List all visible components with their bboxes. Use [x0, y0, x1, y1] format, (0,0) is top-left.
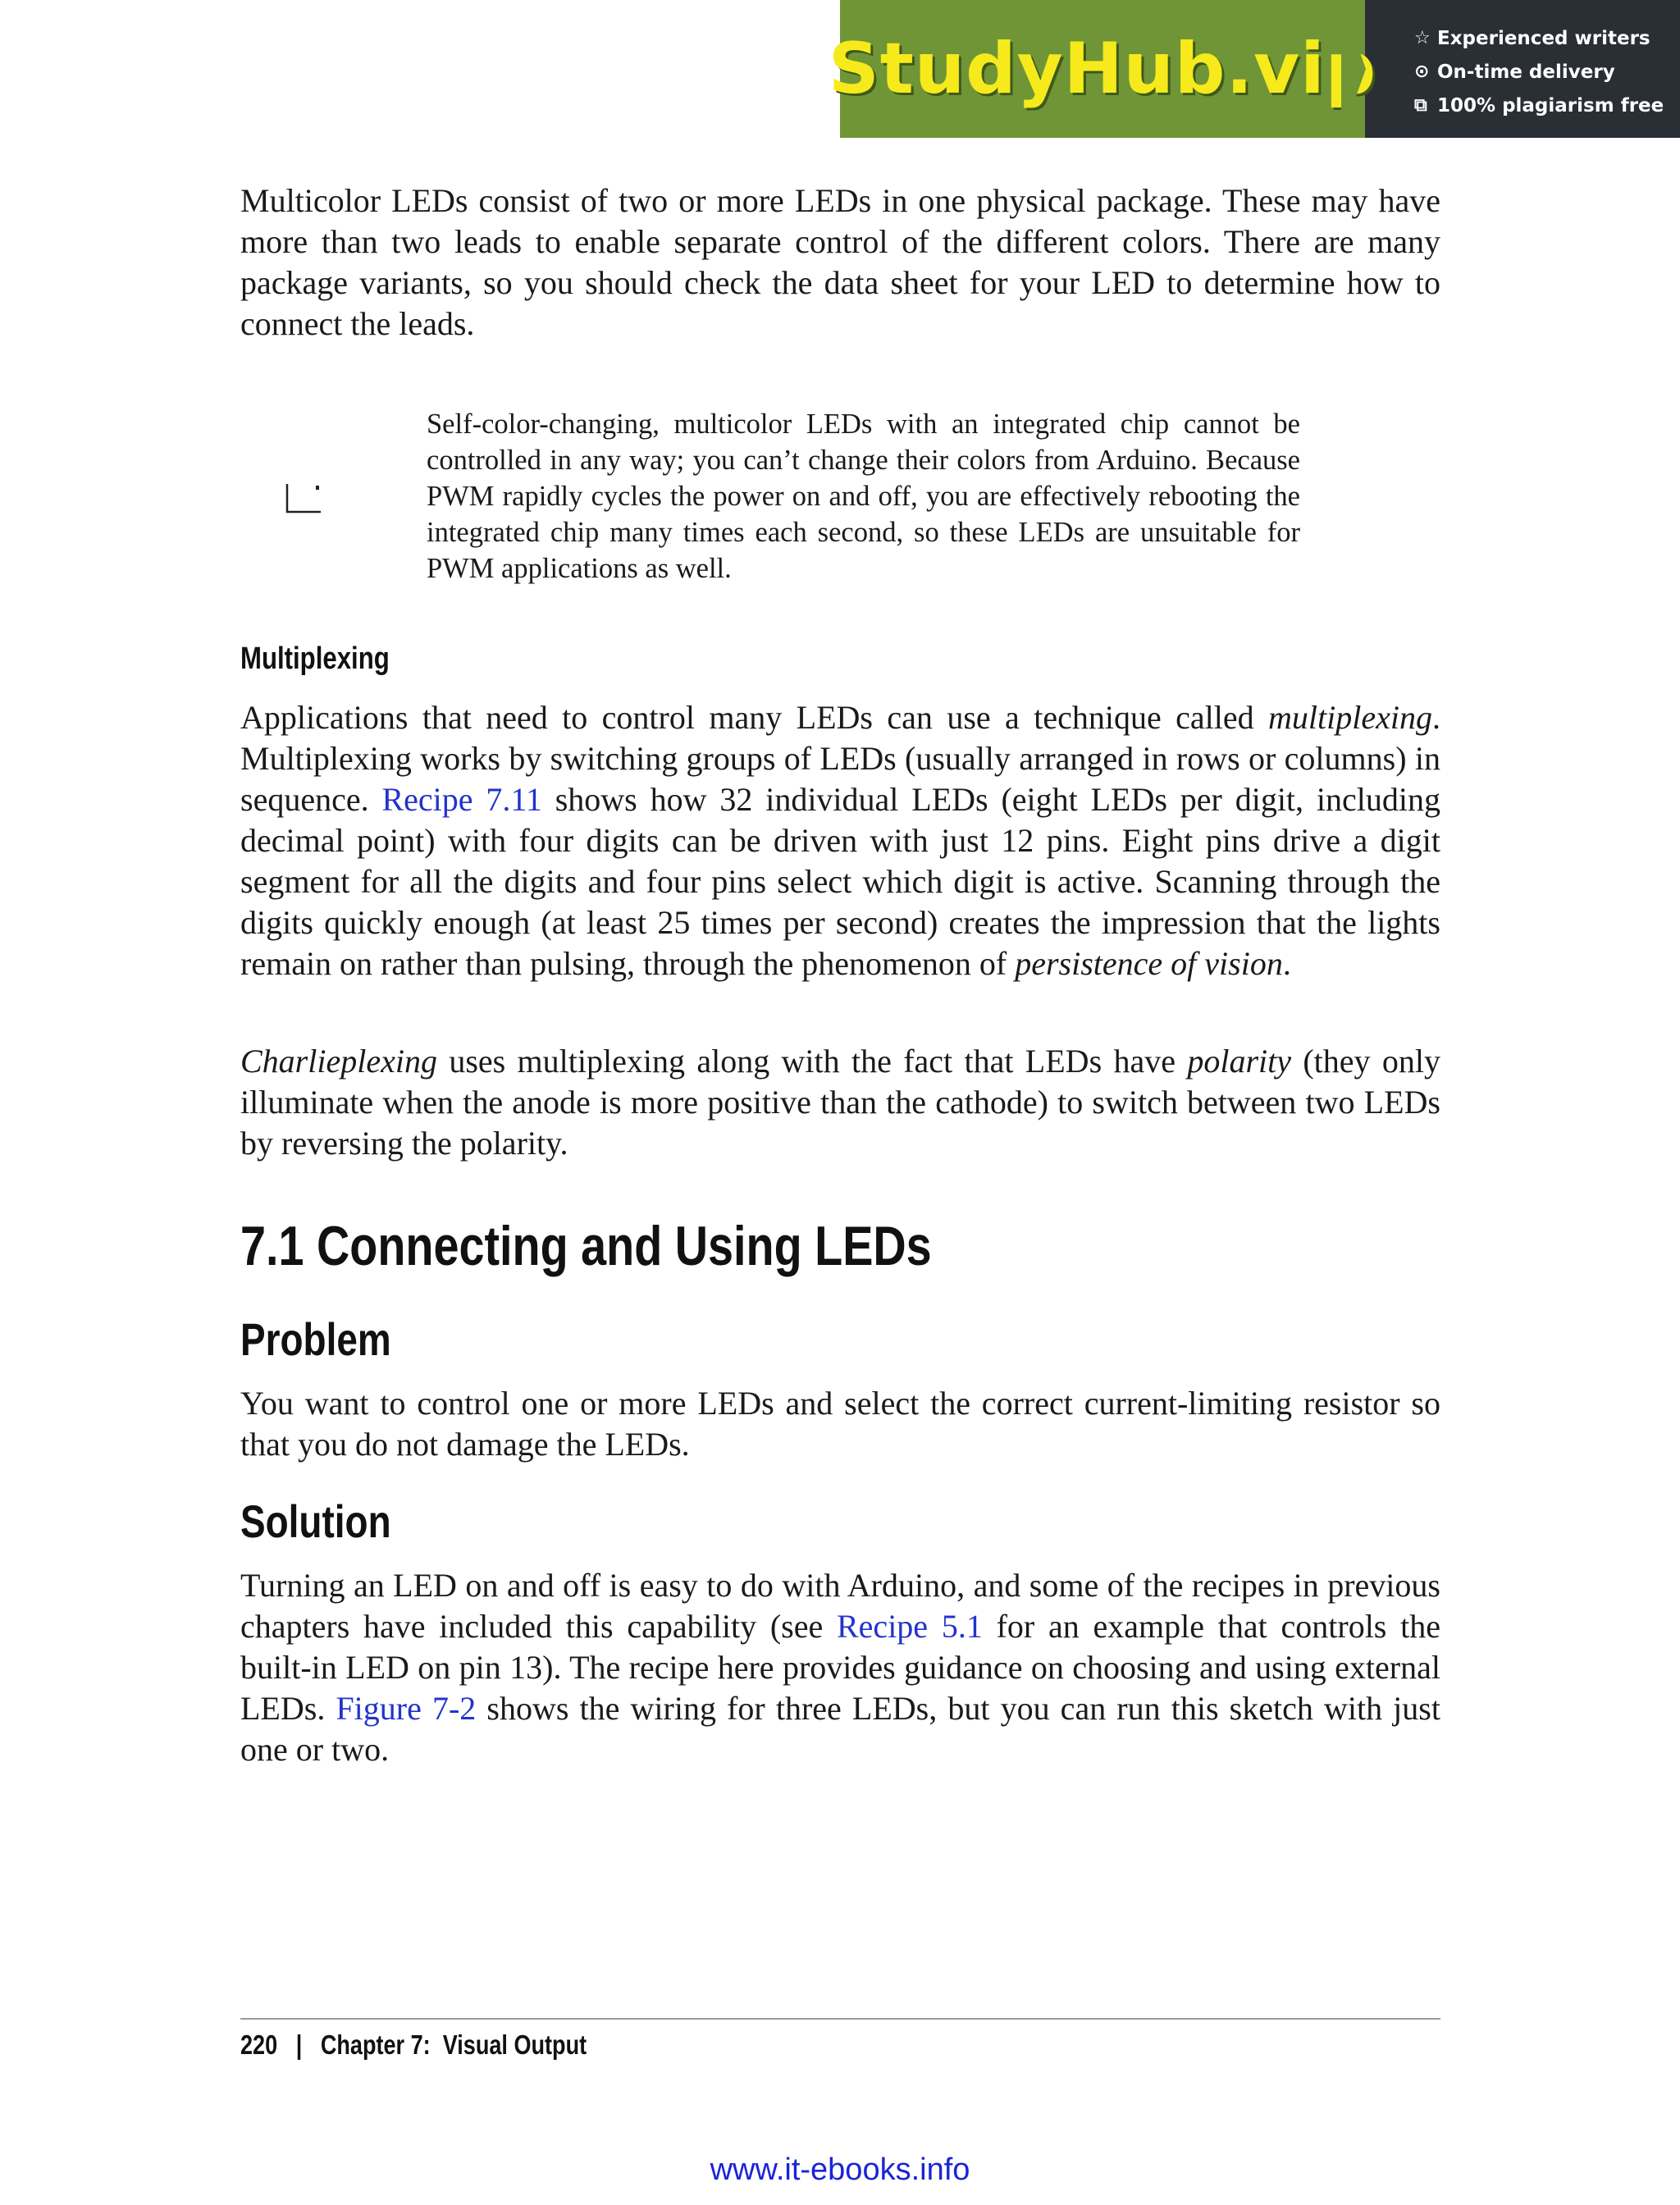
banner-logo[interactable] [828, 0, 1377, 138]
multiplexing-paragraph [240, 697, 1440, 984]
section-title: 7.1 Connecting and Using LEDs [240, 1215, 932, 1277]
page-footer [240, 2029, 587, 2061]
problem-heading: Problem [240, 1313, 391, 1365]
solution-heading: Solution [240, 1495, 391, 1547]
banner-feature [1414, 89, 1680, 122]
text-run: shows the wiring for three LEDs, but you can run this sketch with just one or two. [240, 1690, 1440, 1768]
emphasis-persistence: persistence of vision [1015, 945, 1283, 982]
emphasis-polarity: polarity [1187, 1043, 1291, 1080]
emphasis-charlieplexing: Charlieplexing [240, 1043, 437, 1080]
footer-divider [240, 2018, 1440, 2020]
recipe-7-11-link[interactable]: Recipe 7.11 [381, 781, 542, 818]
multiplexing-heading: Multiplexing [240, 641, 390, 676]
note-paragraph: Self-color-changing, multicolor LEDs with an integrated chip cannot be controlled in any way; you can’t change their colors from Arduino. Because PWM rapidly cycles the power on and off, you are effectively rebooting the integrated chip many times each second, so these LEDs are unsuitable for PWM applications as well. [427, 409, 1300, 584]
banner-features [1365, 0, 1680, 138]
banner-logo-text: StudyHub.vip [828, 28, 1377, 110]
problem-paragraph: You want to control one or more LEDs and select the correct current-limiting resistor so that you do not damage the LEDs. [240, 1385, 1440, 1463]
text-run: . Multiplexing works by switching groups of LEDs (usually arranged in rows or columns) in sequence. [240, 699, 1440, 818]
text-run: Applications that need to control many LEDs can use a technique called [240, 699, 1269, 736]
text-run: Turning an LED on and off is easy to do with Arduino, and some of the recipes in previous chapters have included this capability (see [240, 1567, 1440, 1645]
text-run: uses multiplexing along with the fact that LEDs have [436, 1043, 1188, 1080]
clock-icon: ⊙ [1414, 62, 1430, 82]
star-icon: ☆ [1414, 28, 1431, 48]
banner-arrow-shape [1341, 0, 1366, 138]
text-run: for an example that controls the built-in LED on pin 13). The recipe here provides guidance on choosing and using external LEDs. [240, 1608, 1441, 1727]
solution-paragraph [240, 1565, 1440, 1770]
banner-feature [1414, 55, 1680, 89]
banner-feature-label: On-time delivery [1437, 61, 1615, 83]
footer-separator: | [295, 2029, 303, 2060]
page-number: 220 [240, 2029, 278, 2060]
watermark-link[interactable]: www.it-ebooks.info [710, 2152, 970, 2187]
note-icon [285, 482, 322, 515]
emphasis-multiplexing: multiplexing [1268, 699, 1432, 736]
intro-paragraph: Multicolor LEDs consist of two or more LEDs in one physical package. These may have more than two leads to enable separate control of the different colors. There are many package variants, so you should check the data sheet for your LED to determine how to connect the leads. [240, 182, 1440, 342]
ad-banner[interactable] [828, 0, 1680, 138]
recipe-5-1-link[interactable]: Recipe 5.1 [837, 1608, 983, 1645]
text-run: (they only illuminate when the anode is more positive than the cathode) to switch between two LEDs by reversing the polarity. [240, 1043, 1440, 1162]
text-run: . [1282, 945, 1291, 982]
chapter-title: Chapter 7: Visual Output [320, 2029, 587, 2060]
banner-feature-label: 100% plagiarism free [1437, 94, 1664, 116]
banner-feature [1414, 21, 1680, 55]
figure-7-2-link[interactable]: Figure 7-2 [336, 1690, 477, 1727]
text-run: shows how 32 individual LEDs (eight LEDs per digit, including decimal point) with four digits can be driven with just 12 pins. Eight pins drive a digit segment for all the digits and four pins select which digit is active. Scanning through the digits quickly enough (at least 25 times per second) creates the impression that the lights remain on rather than pulsing, through the phenomenon of [240, 781, 1440, 982]
banner-feature-label: Experienced writers [1437, 27, 1650, 49]
copy-icon: ⧉ [1414, 95, 1427, 116]
charlieplexing-paragraph [240, 1041, 1440, 1164]
